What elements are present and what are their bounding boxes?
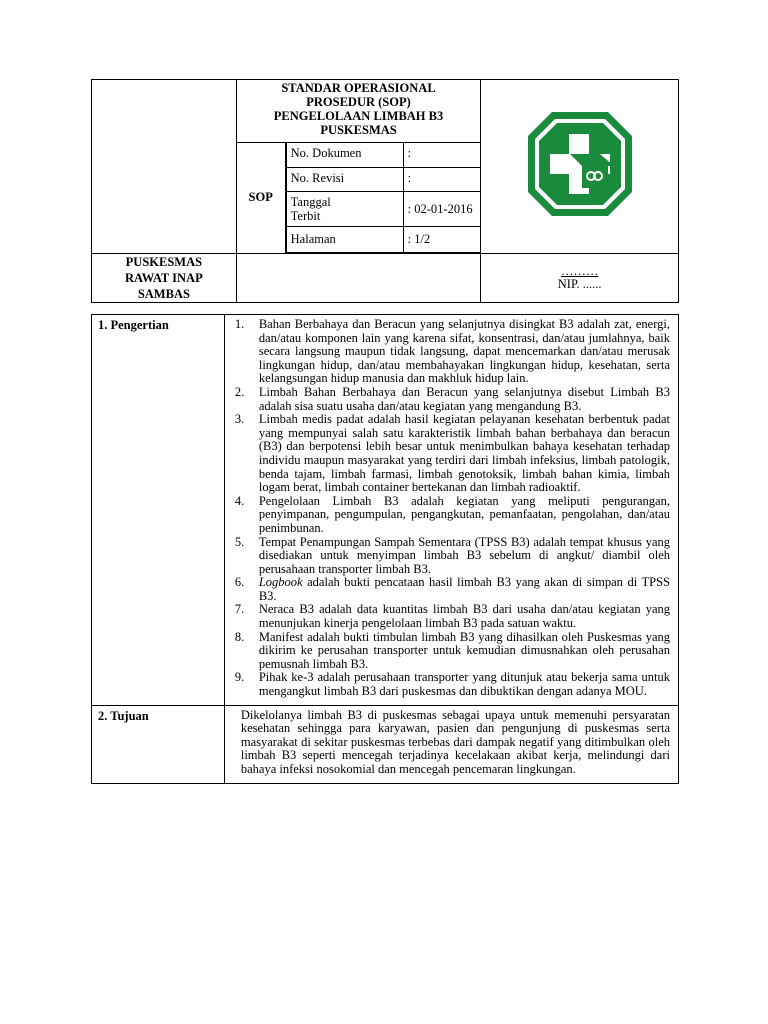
list-item (235, 631, 670, 672)
list-item (235, 536, 670, 577)
field-label-halaman: Halaman (286, 226, 403, 252)
list-item (235, 386, 670, 413)
item-text: Manifest adalah bukti timbulan limbah B3 yang dihasilkan oleh Puskesmas yang dikirim ke perusahan transporter untuk kemudian dimusnahkan oleh perusahan pemusnah limbah B3. (258, 629, 670, 671)
list-item (235, 671, 670, 698)
title-line: STANDAR OPERASIONAL (281, 81, 436, 95)
logo-cell (481, 80, 679, 254)
organization-name (92, 253, 237, 302)
signature-name: ……… (560, 263, 599, 278)
title-line: PROSEDUR (SOP) (306, 95, 411, 109)
item-text (259, 576, 670, 603)
title-line: PUSKESMAS (320, 123, 397, 137)
signature-block (481, 253, 679, 302)
item-number: 3. (234, 412, 245, 427)
item-text: Limbah medis padat adalah hasil kegiatan pelayanan kesehatan berbentuk padat yang mempunyai salah satu karakteristik limbah bahan berbahaya dan beracun (B3) dan berpotensi lebih besar untuk menimbulkan bahaya kesehatan terhadap individu maupun masyarakat yang terdiri dari limbah infeksius, limbah patologik, benda tajam, limbah farmasi, limbah genotoksik, limbah bahan kimia, limbah logam berat, limbah container bertekanan dan limbah radioaktif. (258, 412, 670, 495)
item-number: 4. (234, 493, 245, 508)
sop-label: SOP (236, 143, 285, 254)
item-text: Limbah Bahan Berbahaya dan Beracun yang selanjutnya disebut Limbah B3 adalah sisa suatu usaha dan/atau kegiatan yang mengandung B3. (258, 384, 670, 413)
field-value-no-dokumen: : (403, 143, 480, 167)
section-body-pengertian (224, 315, 678, 706)
list-item (235, 318, 670, 386)
list-item (235, 576, 670, 603)
header-middle-blank (236, 253, 481, 302)
list-item (235, 413, 670, 495)
item-text: Pihak ke-3 adalah perusahaan transporter yang ditunjuk atau bekerja sama untuk mengangkut limbah B3 dari puskesmas dan dibuktikan dengan adanya MOU. (258, 670, 670, 699)
document-title (236, 80, 481, 143)
sop-header-table (91, 79, 679, 303)
item-number: 1. (234, 317, 245, 331)
title-line: PENGELOLAAN LIMBAH B3 (273, 109, 444, 123)
item-number: 8. (234, 629, 245, 644)
org-line: SAMBAS (137, 286, 190, 301)
field-label-no-revisi: No. Revisi (286, 167, 403, 191)
field-label-no-dokumen: No. Dokumen (286, 143, 403, 167)
item-text-italic: Logbook (258, 575, 303, 590)
item-text: Neraca B3 adalah data kuantitas limbah B3 dari usaha dan/atau kegiatan yang menunjukan kinerja pengelolaan limbah B3 pada satuan waktu. (258, 602, 670, 631)
item-text: Bahan Berbahaya dan Beracun yang selanjutnya disingkat B3 adalah zat, energi, dan/atau komponen lain yang karena sifat, konsentrasi, dan/atau jumlahnya, baik secara langsung maupun tidak langsung, dapat mencemarkan dan/atau merusak lingkungan hidup, dan/atau membahayakan lingkungan hidup, kesehatan, serta kelangsungan hidup manusia dan makhluk hidup lain. (258, 317, 670, 386)
item-number: 9. (234, 670, 245, 685)
list-item (235, 603, 670, 630)
field-value-tanggal-terbit: : 02-01-2016 (403, 191, 480, 226)
sop-content-table (91, 314, 679, 784)
tujuan-text: Dikelolanya limbah B3 di puskesmas sebagai upaya untuk memenuhi persyaratan kesehatan sehingga para karyawan, pasien dan pengunjung di puskesmas serta masyarakat di sekitar puskesmas terbebas dari dampak negatif yang ditimbulkan oleh limbah B3 seperti mencegah terjadinya kecelakaan akibat kerja, melindungi dari bahaya infeksi nosokomial dan mencegah pencemaran lingkungan. (240, 707, 670, 776)
field-value-no-revisi: : (403, 167, 480, 191)
section-body-tujuan (224, 705, 678, 783)
item-number: 6. (234, 575, 245, 590)
item-text: Tempat Penampungan Sampah Sementara (TPSS B3) adalah tempat khusus yang disediakan untuk menyimpan limbah B3 sebelum di angkut/ diambil oleh perusahaan transporter limbah B3. (258, 534, 670, 576)
item-number: 7. (234, 602, 245, 617)
list-item (235, 495, 670, 536)
definition-list (235, 318, 670, 699)
header-blank-cell (92, 80, 237, 254)
section-title-tujuan: 2. Tujuan (92, 705, 225, 783)
item-number: 5. (234, 534, 245, 549)
document-fields (285, 143, 481, 254)
signature-nip: NIP. ...... (557, 276, 602, 291)
section-title-pengertian: 1. Pengertian (92, 315, 225, 706)
field-value-halaman: : 1/2 (403, 226, 480, 252)
item-text-rest: adalah bukti pencataan hasil limbah B3 yang akan di simpan di TPSS B3. (258, 575, 670, 603)
field-label-tanggal-terbit: Tanggal Terbit (286, 191, 403, 226)
org-line: PUSKESMAS (125, 254, 203, 269)
org-line: RAWAT INAP (125, 270, 203, 285)
puskesmas-logo-icon (526, 110, 634, 218)
item-number: 2. (234, 384, 245, 399)
item-text: Pengelolaan Limbah B3 adalah kegiatan yang meliputi pengurangan, penyimpanan, pengumpulan, pengangkutan, pemanfaatan, pengolahan, dan/atau penimbunan. (258, 493, 670, 535)
